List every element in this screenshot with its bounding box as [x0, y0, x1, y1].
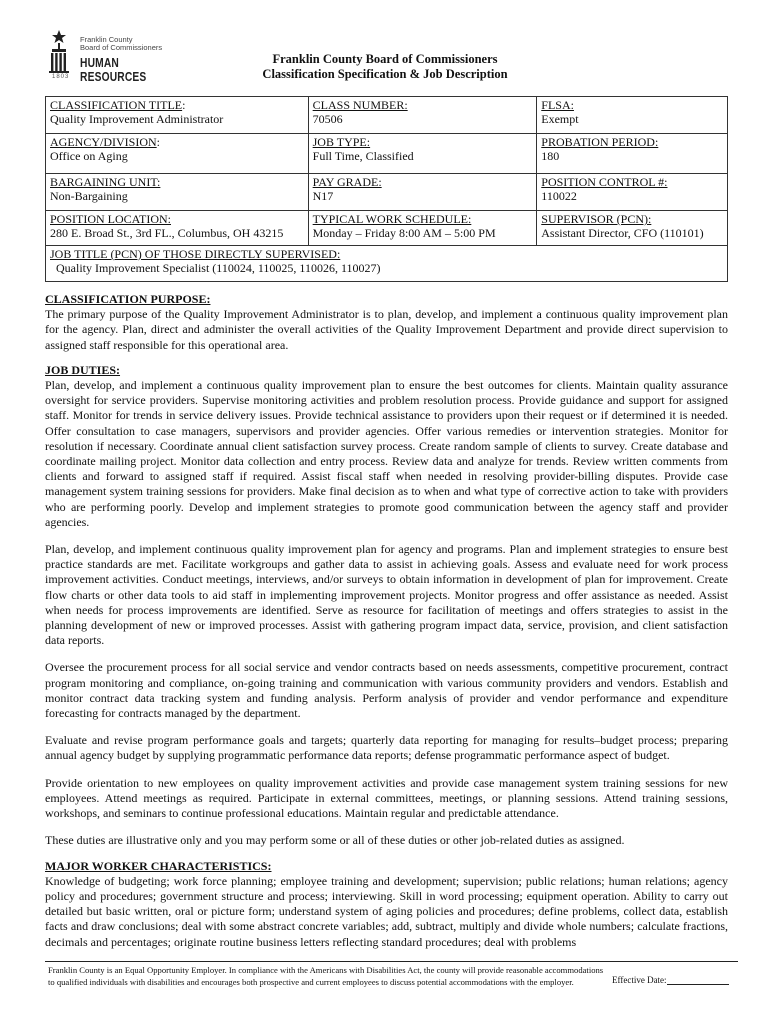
eeo-statement: Franklin County is an Equal Opportunity Employer. In compliance with the Americans with Disabilities Act, the county will provide reasonable accommodations to qualified individuals with disabilities and encourages both prospective and current employees to discuss potential accommodations with the employer.: [48, 965, 604, 987]
agency-cell: [46, 134, 309, 174]
purpose-title: CLASSIFICATION PURPOSE:: [45, 292, 211, 306]
bargaining-label: BARGAINING UNIT:: [50, 175, 161, 189]
effective-date-blank: [667, 975, 729, 985]
classification-title-label: CLASSIFICATION TITLE: [50, 98, 183, 112]
document-body: [45, 292, 728, 962]
agency-colon: :: [156, 135, 161, 149]
document-subtitle: Classification Specification & Job Description: [262, 67, 508, 81]
duties-title: JOB DUTIES:: [45, 362, 121, 377]
location-value: 280 E. Broad St., 3rd FL., Columbus, OH 43215: [50, 226, 284, 240]
logo-line-3: HUMAN RESOURCES: [80, 56, 147, 84]
classification-title-cell: [46, 97, 309, 134]
characteristics-text: Knowledge of budgeting; work force planning; employee training and development; supervision; public relations; human relations; agency policy and procedures; government structure and process; interviewing. Skill in word processing; equipment operation. Ability to carry out detailed but basic written, oral or picture form; understand system of aging policies and procedures; define problems, collect data, establish facts and draw conclusions; deal with some abstract concrete variables; add, subtract, multiply and divide whole numbers; calculate fractions, decimals and percentages; originate routine business letters reflecting standard procedures; deal with problems: [45, 873, 728, 949]
classification-info-table: [45, 96, 728, 282]
class-number-cell: [308, 97, 537, 134]
probation-cell: [537, 134, 728, 174]
duties-paragraph-2: Plan, develop, and implement continuous quality improvement plan for agency and programs. Plan and implement strategies to ensure best practice standards are met. Facilitate workgroups and gather data to assist in achieving goals. Assess and evaluate need for work process improvement activities. Conduct meetings, interviews, and/or surveys to obtain information in development of plan for improvement. Create flow charts or other data tools to aid staff in implementing improvement projects. Monitor progress and offer assistance as needed. Assist when needs for process improvements are identified. Serve as resource for facilitation of meetings and offers strategies to assist in the planning development of new or improved processes. Assist with gathering program impact data, service, provision, and client satisfaction data reports.: [45, 542, 728, 648]
flsa-label: FLSA:: [541, 98, 574, 112]
class-number-value: 70506: [312, 112, 343, 126]
agency-label: AGENCY/DIVISION: [50, 135, 157, 149]
duties-paragraph-6: These duties are illustrative only and you may perform some or all of these duties or other job-related duties as assigned.: [45, 833, 625, 848]
logo-line-1: Franklin County: [80, 35, 133, 44]
classification-title-value: Quality Improvement Administrator: [50, 112, 224, 126]
pay-grade-cell: [308, 174, 537, 211]
agency-value: Office on Aging: [50, 149, 128, 163]
position-control-label: POSITION CONTROL #:: [541, 175, 668, 189]
purpose-text: The primary purpose of the Quality Improvement Administrator is to plan, develop, and implement a continuous quality improvement plan for the agency. Plan, direct and administer the overall activities of the Quality Improvement Department and provide direct supervision to assigned staff responsible for this operational area.: [45, 307, 728, 352]
duties-paragraph-4: Evaluate and revise program performance goals and targets; quarterly data reporting for managing for results–budget process; preparing annual agency budget by supplying programmatic performance data reports; defense programmatic performance aspect of budget.: [45, 733, 728, 763]
duties-paragraph-5: Provide orientation to new employees on quality improvement activities and provide case management system training sessions for new employees. Attend meetings as required. Participate in external committees, meetings, or planning sessions. Attend training sessions, workshops, and seminars to continue professional educations. Maintain regular and predictable attendance.: [45, 775, 728, 821]
supervisor-cell: [537, 211, 728, 246]
job-type-label: JOB TYPE:: [312, 135, 371, 149]
supervised-label: JOB TITLE (PCN) OF THOSE DIRECTLY SUPERVISED:: [50, 247, 341, 261]
flsa-cell: [537, 97, 728, 134]
supervisor-value: Assistant Director, CFO (110101): [541, 226, 704, 240]
effective-date: [612, 975, 729, 985]
schedule-cell: [308, 211, 537, 246]
supervisor-label: SUPERVISOR (PCN):: [541, 212, 652, 226]
footer-divider: [45, 961, 738, 962]
classification-title-colon: :: [182, 98, 186, 112]
effective-date-label: Effective Date:: [612, 975, 667, 985]
position-control-value: 110022: [541, 189, 577, 203]
bargaining-value: Non-Bargaining: [50, 189, 128, 203]
logo-line-2: Board of Commissioners: [80, 43, 163, 52]
job-type-cell: [308, 134, 537, 174]
duties-paragraph-3: Oversee the procurement process for all social service and vendor contracts based on needs assessments, competitive procurement, contract program monitoring and compliance, on-going training and communication with various community providers and vendors. Establish and monitor contract data tracking system and funding analysis. Perform analysis of provider and vendor performance and expenditure forecasting for contracts managed by the department.: [45, 660, 728, 721]
logo-year: 1803: [52, 74, 70, 80]
location-cell: [46, 211, 309, 246]
location-label: POSITION LOCATION:: [50, 212, 171, 226]
probation-value: 180: [541, 149, 560, 163]
job-type-value: Full Time, Classified: [312, 149, 414, 163]
schedule-label: TYPICAL WORK SCHEDULE:: [312, 212, 472, 226]
document-title: Franklin County Board of Commissioners: [272, 52, 498, 66]
supervised-value: Quality Improvement Specialist (110024, 110025, 110026, 110027): [56, 261, 381, 275]
probation-label: PROBATION PERIOD:: [541, 135, 659, 149]
characteristics-title: MAJOR WORKER CHARACTERISTICS:: [45, 858, 272, 873]
pay-grade-value: N17: [312, 189, 334, 203]
flsa-value: Exempt: [541, 112, 579, 126]
position-control-cell: [537, 174, 728, 211]
supervised-cell: [46, 246, 728, 282]
bargaining-cell: [46, 174, 309, 211]
schedule-value: Monday – Friday 8:00 AM – 5:00 PM: [312, 226, 496, 240]
duties-paragraph-1: Plan, develop, and implement a continuous quality improvement plan to ensure the best outcomes for clients. Maintain quality assurance oversight for service providers. Supervise monitoring activities and problem resolution process. Provide guidance and support for assigned staff. Monitor for trends in service delivery issues. Provide technical assistance to providers upon their request or if determined it is needed. Offer consultation to case managers, supervisors and provider agencies. Offer various remedies or intervention strategies. Monitor for resolution if necessary. Coordinate annual client satisfaction survey process. Create random sample of clients to survey. Create database and coordinate mailing project. Monitor data collection and entry process. Review data and analyze for trends. Review written comments from clients and forward to assigned staff if required. Assist fiscal staff when needed in resolving provider-billing disputes. Provide case management system training sessions for providers. Make final decision as to when and what type of corrective action to take with providers who are performing poorly. Develop and implement strategies to promote good communication between the agency staff and provider agencies.: [45, 378, 728, 529]
pay-grade-label: PAY GRADE:: [312, 175, 382, 189]
class-number-label: CLASS NUMBER:: [312, 98, 408, 112]
